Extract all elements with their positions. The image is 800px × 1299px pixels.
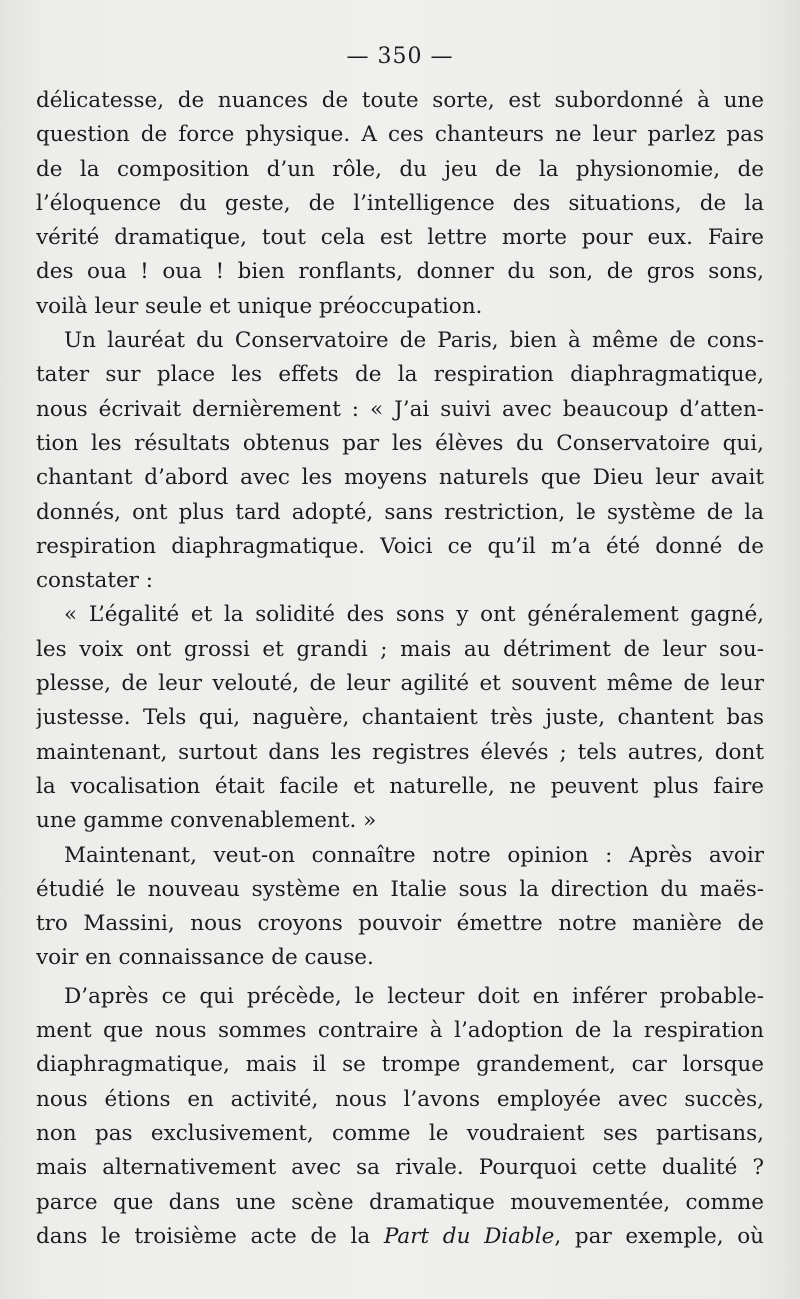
text-line: « L’égalité et la solidité des sons y ont généralement gagné,: [64, 602, 764, 628]
paragraph-1: [36, 84, 764, 324]
text-line: plesse, de leur velouté, de leur agilité et souvent même de leur: [36, 671, 764, 697]
text-line: respiration diaphragmatique. Voici ce qu’il m’a été donné de: [36, 533, 764, 559]
text-line: maintenant, surtout dans les registres élevés ; tels autres, dont: [36, 739, 764, 765]
text-line: l’éloquence du geste, de l’intelligence des situations, de la: [36, 190, 764, 216]
text-segment: , par exemple, où: [554, 1223, 764, 1249]
text-line: délicatesse, de nuances de toute sorte, est subordonné à une: [36, 88, 764, 113]
text-segment: dans le troisième acte de la: [36, 1223, 384, 1249]
text-line: tater sur place les effets de la respiration diaphragmatique,: [36, 362, 764, 388]
text-line: la vocalisation était facile et naturelle, ne peuvent plus faire: [36, 773, 764, 799]
text-line: D’après ce qui précède, le lecteur doit en inférer probable-: [64, 983, 764, 1009]
text-line: tro Massini, nous croyons pouvoir émettre notre manière de: [36, 911, 764, 937]
page-number: — 350 —: [346, 44, 454, 69]
text-line: de la composition d’un rôle, du jeu de la physionomie, de: [36, 156, 764, 182]
text-line: justesse. Tels qui, naguère, chantaient très juste, chantent bas: [36, 705, 764, 731]
text-line: voir en connaissance de cause.: [36, 945, 374, 971]
text-line: Un lauréat du Conservatoire de Paris, bien à même de cons-: [64, 328, 764, 354]
paragraph-4: [36, 839, 764, 976]
text-line: diaphragmatique, mais il se trompe grandement, car lorsque: [36, 1052, 764, 1078]
text-line: parce que dans une scène dramatique mouvementée, comme: [36, 1189, 764, 1215]
text-line: donnés, ont plus tard adopté, sans restriction, le système de la: [36, 499, 764, 525]
text-line: tion les résultats obtenus par les élèves du Conservatoire qui,: [36, 430, 764, 456]
text-line: étudié le nouveau système en Italie sous la direction du maës-: [36, 876, 764, 902]
text-line: chantant d’abord avec les moyens naturels que Dieu leur avait: [36, 465, 764, 491]
text-line: ment que nous sommes contraire à l’adoption de la respiration: [36, 1018, 764, 1044]
text-line-with-title: [36, 1220, 764, 1254]
text-line: nous écrivait dernièrement : « J’ai suivi avec beaucoup d’atten-: [36, 396, 764, 422]
body-text: [36, 84, 764, 1254]
text-line: Maintenant, veut-on connaître notre opinion : Après avoir: [64, 842, 764, 868]
text-line: une gamme convenablement. »: [36, 808, 377, 834]
text-line: question de force physique. A ces chanteurs ne leur parlez pas: [36, 122, 764, 148]
text-line: non pas exclusivement, comme le voudraient ses partisans,: [36, 1120, 764, 1146]
paragraph-3: [36, 598, 764, 838]
text-line: nous étions en activité, nous l’avons employée avec succès,: [36, 1086, 764, 1112]
text-line: mais alternativement avec sa rivale. Pourquoi cette dualité ?: [36, 1155, 764, 1181]
text-line: constater :: [36, 568, 154, 594]
text-line: vérité dramatique, tout cela est lettre morte pour eux. Faire: [36, 225, 764, 251]
paragraph-2: [36, 324, 764, 598]
text-line: des oua ! oua ! bien ronflants, donner du son, de gros sons,: [36, 259, 764, 285]
paragraph-5: [36, 980, 764, 1254]
opera-title: Part du Diable: [383, 1223, 555, 1249]
text-line: les voix ont grossi et grandi ; mais au détriment de leur sou-: [36, 636, 764, 662]
text-line: voilà leur seule et unique préoccupation.: [36, 293, 483, 319]
